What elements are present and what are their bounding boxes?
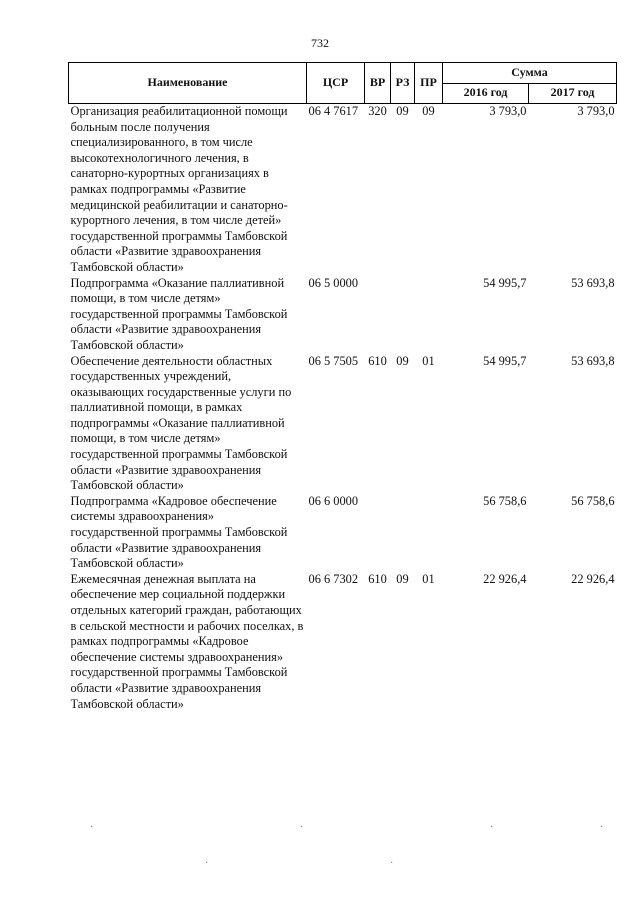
scan-mark: ·	[390, 858, 394, 869]
table-row	[69, 354, 617, 494]
row-vr: 610	[368, 353, 387, 368]
row-vr: 610	[368, 571, 387, 586]
row-name: Подпрограмма «Оказание паллиативной помощи, в том числе детям» государственной программы Тамбовской области «Развитие здравоохранения Тамбовской области»	[70, 275, 288, 352]
scan-mark: ·	[205, 858, 209, 869]
table-row	[69, 276, 617, 354]
page-number: 732	[311, 36, 329, 50]
header-year-2016: 2016 год	[443, 83, 529, 104]
row-sum-2017: 56 758,6	[571, 493, 615, 508]
budget-table	[68, 62, 617, 712]
row-vr	[365, 494, 391, 572]
row-csr: 06 5 0000	[308, 275, 359, 290]
scan-mark: ·	[490, 822, 494, 833]
table-row	[69, 494, 617, 572]
row-sum-2017: 22 926,4	[571, 571, 615, 586]
row-rz: 09	[396, 104, 409, 118]
scan-mark: ·	[90, 822, 94, 833]
row-csr: 06 5 7505	[308, 353, 359, 368]
header-pr: ПР	[415, 63, 443, 104]
table-row	[69, 572, 617, 712]
row-sum-2016: 54 995,7	[483, 353, 527, 368]
row-rz: 09	[396, 571, 409, 586]
row-pr: 09	[422, 104, 435, 118]
row-rz	[391, 276, 415, 354]
row-pr: 01	[422, 571, 435, 586]
row-vr: 320	[368, 104, 387, 118]
row-sum-2016: 22 926,4	[483, 571, 527, 586]
row-pr	[415, 494, 443, 572]
row-csr: 06 6 0000	[308, 493, 359, 508]
scan-mark: ·	[600, 822, 604, 833]
header-sum: Сумма	[443, 63, 617, 84]
row-sum-2017: 53 693,8	[571, 353, 615, 368]
row-pr: 01	[422, 353, 435, 368]
header-name: Наименование	[69, 63, 307, 104]
row-sum-2016: 54 995,7	[483, 275, 527, 290]
header-year-2017: 2017 год	[529, 83, 617, 104]
row-name: Ежемесячная денежная выплата на обеспечение мер социальной поддержки отдельных категорий граждан, работающих в сельской местности и рабочих поселках, в рамках подпрограммы «Кадровое обеспечение системы здравоохранения» государственной программы Тамбовской области «Развитие здравоохранения Тамбовской области»	[70, 571, 304, 711]
header-csr: ЦСР	[307, 63, 365, 104]
row-sum-2017: 3 793,0	[577, 104, 615, 118]
row-name: Организация реабилитационной помощи больным после получения специализированного, в том числе высокотехнологичного лечения, в санаторно-курортных организациях в рамках подпрограммы «Развитие медицинской реабилитации и санаторно-курортного лечения, в том числе детей» государственной программы Тамбовской области «Развитие здравоохранения Тамбовской области»	[70, 104, 288, 274]
row-csr: 06 4 7617	[308, 104, 359, 118]
row-rz: 09	[396, 353, 409, 368]
row-sum-2017: 53 693,8	[571, 275, 615, 290]
row-csr: 06 6 7302	[308, 571, 359, 586]
header-rz: РЗ	[391, 63, 415, 104]
scan-mark: ·	[300, 822, 304, 833]
table-row	[69, 104, 617, 276]
row-vr	[365, 276, 391, 354]
header-vr: ВР	[365, 63, 391, 104]
row-rz	[391, 494, 415, 572]
row-sum-2016: 3 793,0	[489, 104, 527, 118]
row-name: Обеспечение деятельности областных государственных учреждений, оказывающих государственные услуги по паллиативной помощи, в рамках подпрограммы «Оказание паллиативной помощи, в том числе детям» государственной программы Тамбовской области «Развитие здравоохранения Тамбовской области»	[70, 353, 292, 493]
row-pr	[415, 276, 443, 354]
row-sum-2016: 56 758,6	[483, 493, 527, 508]
row-name: Подпрограмма «Кадровое обеспечение системы здравоохранения» государственной программы Тамбовской области «Развитие здравоохранения Тамбовской области»	[70, 493, 288, 571]
